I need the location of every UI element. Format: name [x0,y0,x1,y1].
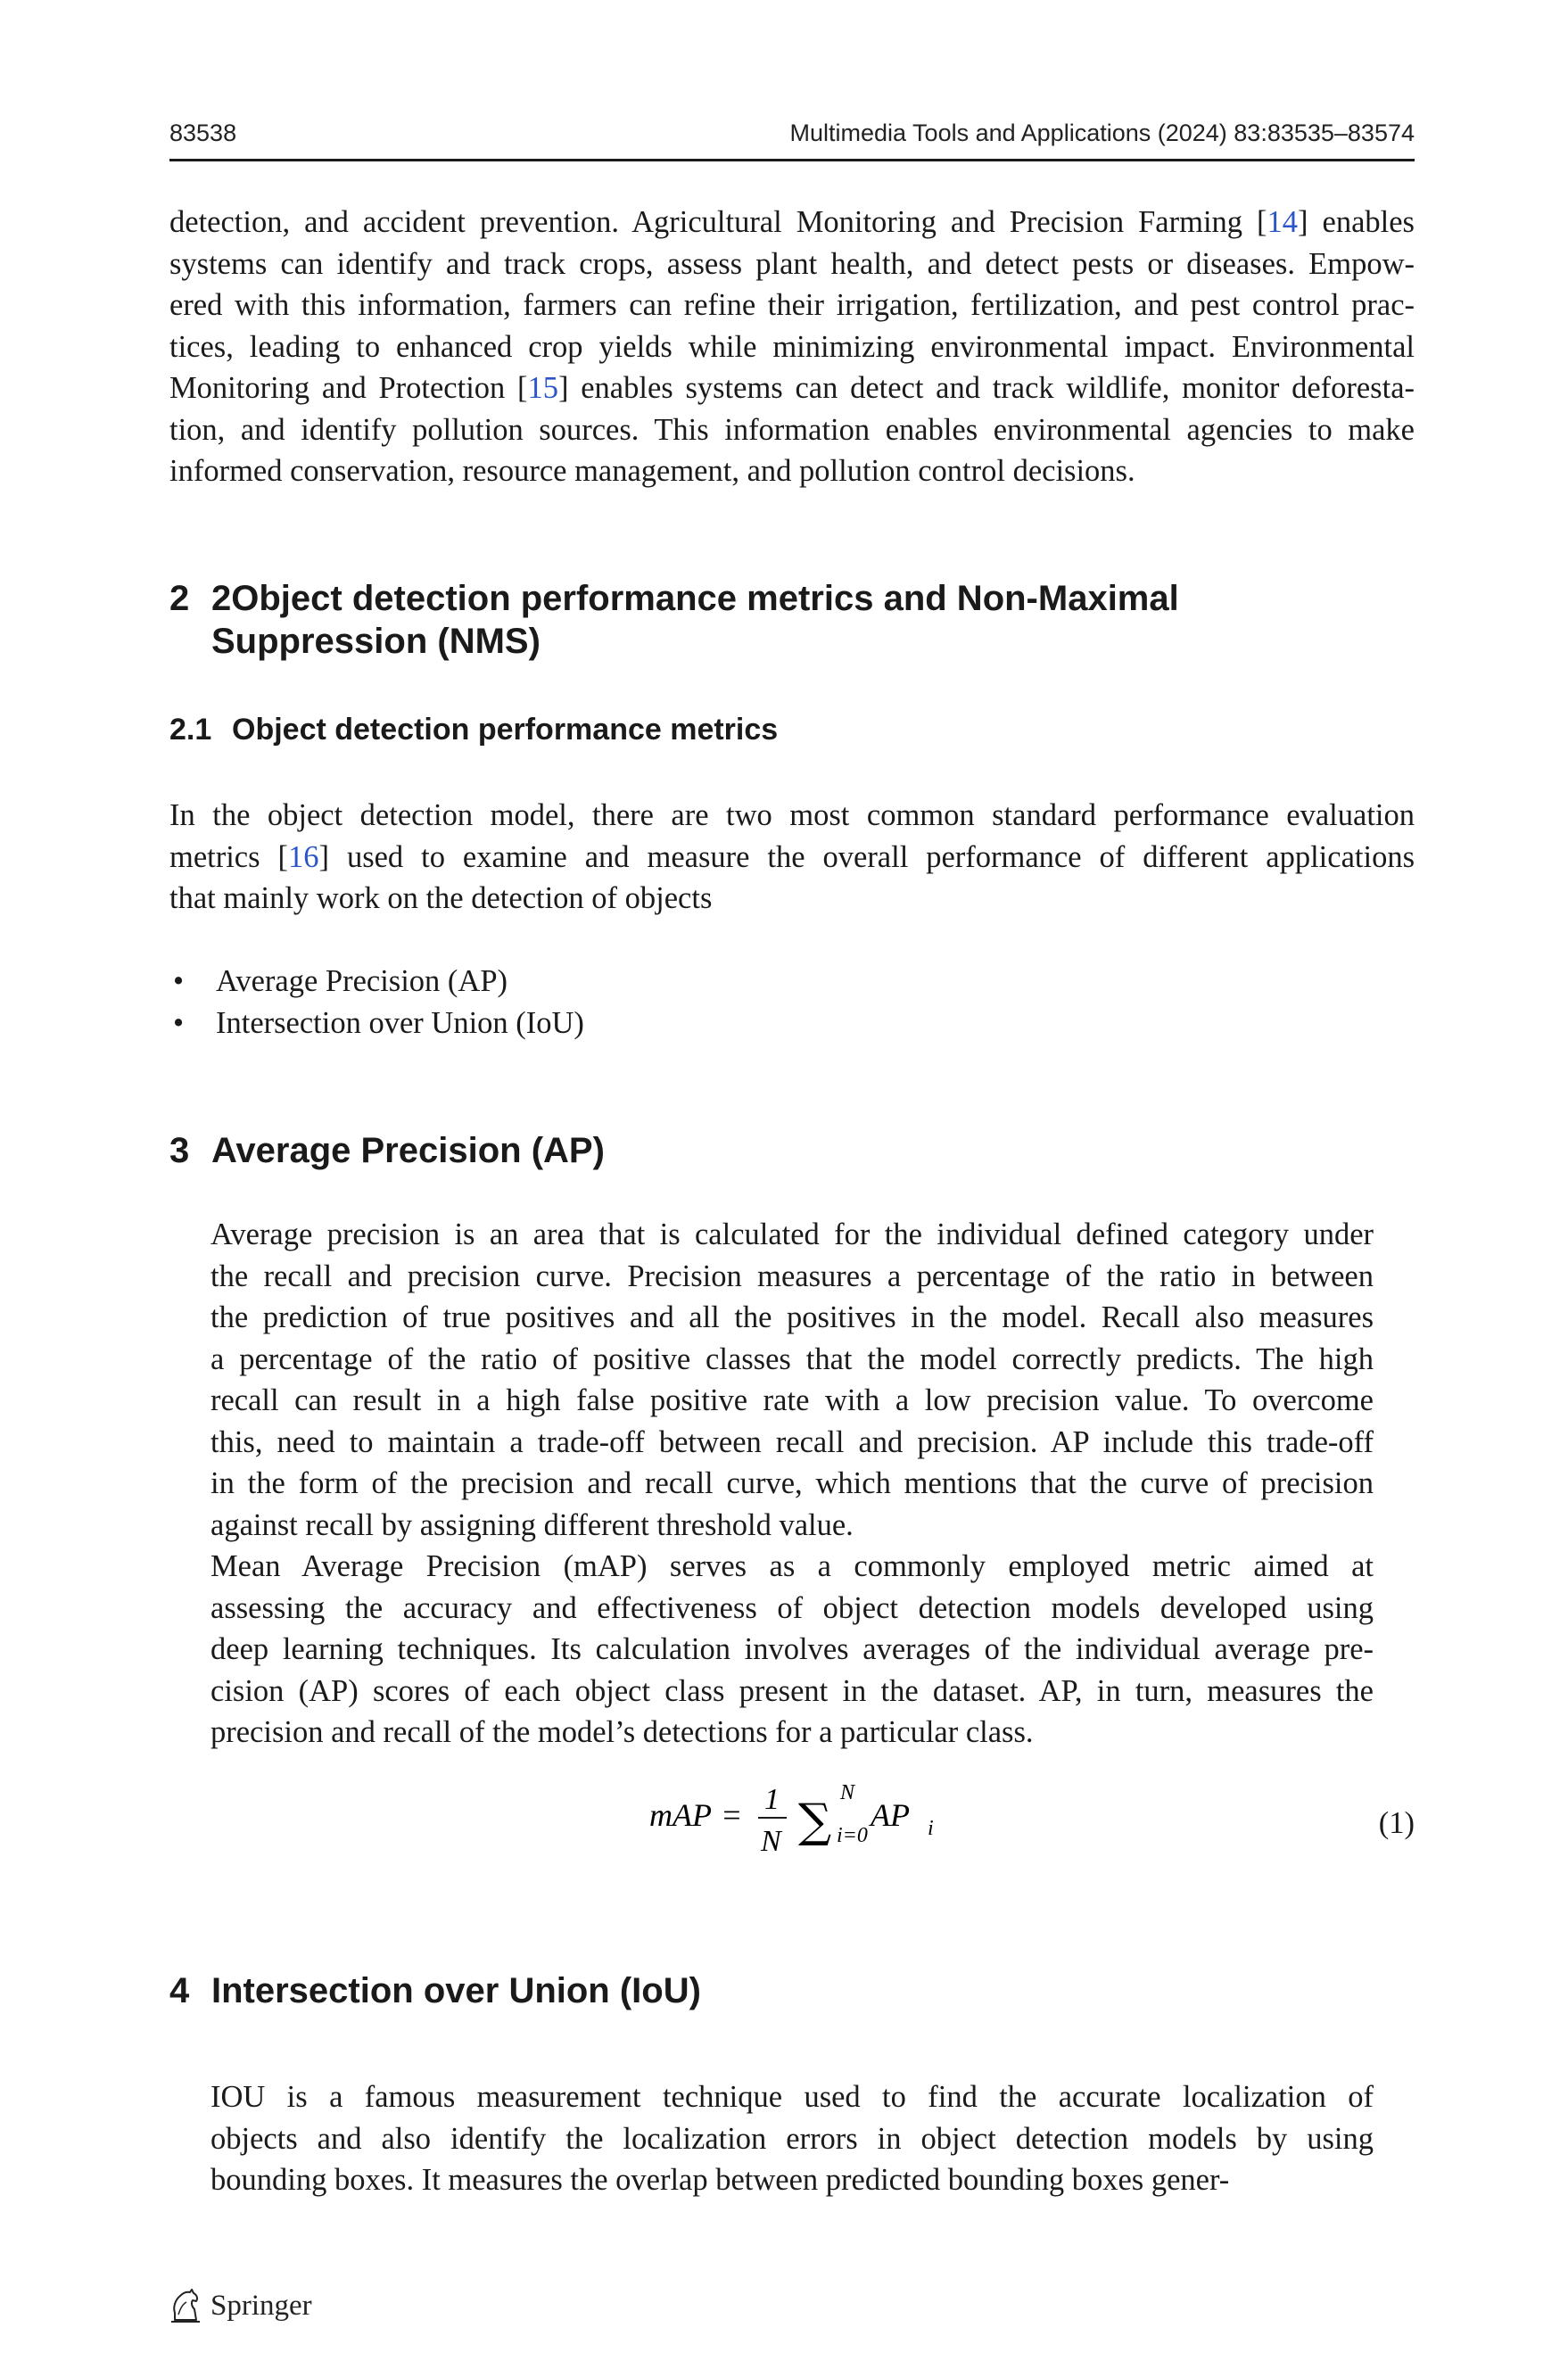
section-title: Average Precision (AP) [211,1131,605,1170]
eq-lower-limit: i=0 [837,1824,868,1847]
list-item [169,961,1415,1003]
ap-paragraph [210,1214,1374,1546]
text-line [169,202,1415,243]
text-line [210,1712,1374,1754]
text-line [169,837,1415,879]
text-line [210,2076,1374,2118]
section-4-heading [169,1968,1415,2013]
bullet-text: Intersection over Union (IoU) [216,1005,584,1040]
section-2-1-heading [169,710,1415,749]
section-3-heading [169,1128,1415,1173]
page-number: 83538 [169,120,237,146]
text-run: cision (AP) scores of each object class present in the dataset. AP, in turn, measures the [210,1673,1374,1708]
text-line [210,1256,1374,1298]
eq-denominator: N [761,1825,781,1858]
text-line [210,1214,1374,1256]
text-line [210,1671,1374,1713]
bullet-text: Average Precision (AP) [216,964,508,998]
text-line [210,2118,1374,2160]
citation-link[interactable]: 15 [527,371,559,405]
section-number: 4 [169,1971,190,2010]
text-run: a percentage of the ratio of positive classes that the model correctly predicts. The high [210,1341,1374,1376]
equation-svg [642,1779,963,1869]
text-run: ered with this information, farmers can refine their irrigation, fertilization, and pest control prac- [169,288,1415,322]
section-title-line-1: 2Object detection performance metrics and Non-Maximal [211,579,1179,618]
section-number: 2 [169,579,190,618]
text-line [210,1463,1374,1505]
bullet-marker: • [173,1005,185,1040]
text-run: metrics [ [169,839,288,874]
equation-map [642,1779,963,1869]
eq-numerator: 1 [764,1783,780,1816]
text-run: bounding boxes. It measures the overlap between predicted bounding boxes gener- [210,2163,1230,2197]
springer-horse-icon [169,2288,202,2323]
text-run: ] enables [1298,205,1415,239]
text-line [169,243,1415,285]
text-run: that mainly work on the detection of objects [169,881,713,915]
text-line [210,1546,1374,1588]
metrics-paragraph [169,795,1415,920]
text-line [210,1422,1374,1464]
eq-lhs: mAP [649,1797,712,1833]
section-number: 3 [169,1131,190,1170]
text-line [169,795,1415,837]
eq-term: AP [871,1797,910,1833]
text-line [169,326,1415,368]
text-line [210,1629,1374,1671]
text-line [210,1297,1374,1339]
eq-equals: = [721,1797,743,1833]
running-head [169,116,1415,162]
text-run: assessing the accuracy and effectiveness of object detection models developed using [210,1590,1374,1625]
citation-link[interactable]: 14 [1267,205,1299,239]
text-line [210,1505,1374,1547]
intro-paragraph [169,202,1415,492]
text-run: tion, and identify pollution sources. This information enables environmental agencies to make [169,412,1415,447]
text-run: the recall and precision curve. Precision measures a percentage of the ratio in between [210,1259,1374,1293]
text-run: precision and recall of the model’s detections for a particular class. [210,1715,1034,1749]
subsection-title: Object detection performance metrics [232,713,779,747]
eq-upper-limit: N [840,1781,855,1804]
text-run: Mean Average Precision (mAP) serves as a commonly employed metric aimed at [210,1549,1374,1583]
map-paragraph [210,1546,1374,1754]
text-run: ] used to examine and measure the overall performance of different applications [318,839,1415,874]
text-line [169,285,1415,326]
text-run: In the object detection model, there are two most common standard performance evaluation [169,798,1415,832]
text-line [169,409,1415,451]
list-item [169,1003,1415,1044]
text-run: the prediction of true positives and all the positives in the model. Recall also measures [210,1300,1374,1334]
subsection-number: 2.1 [169,713,212,747]
text-run: ] enables systems can detect and track wildlife, monitor deforesta- [558,371,1415,405]
text-run: against recall by assigning different threshold value. [210,1507,854,1542]
eq-subscript: i [928,1817,934,1840]
text-run: Average precision is an area that is calculated for the individual defined category under [210,1217,1374,1251]
text-run: this, need to maintain a trade-off between recall and precision. AP include this trade-off [210,1424,1374,1459]
section-title-line-2: Suppression (NMS) [211,622,541,661]
header-rule [169,159,1415,161]
text-run: informed conservation, resource management, and pollution control decisions. [169,454,1135,488]
text-run: IOU is a famous measurement technique used to find the accurate localization of [210,2080,1374,2114]
text-run: tices, leading to enhanced crop yields while minimizing environmental impact. Environmental [169,329,1415,364]
text-line [169,450,1415,492]
text-line [169,878,1415,920]
text-run: objects and also identify the localization errors in object detection models by using [210,2121,1374,2156]
text-run: systems can identify and track crops, assess plant health, and detect pests or diseases. Empow- [169,246,1415,281]
text-line [210,1339,1374,1381]
iou-paragraph [210,2076,1374,2201]
text-line [210,1588,1374,1630]
equation-number: (1) [1378,1806,1415,1840]
eq-sum-symbol: ∑ [798,1795,832,1848]
publisher-name: Springer [210,2290,312,2322]
bullet-marker: • [173,964,185,998]
citation-link[interactable]: 16 [288,839,319,874]
text-line [169,367,1415,409]
journal-citation: Multimedia Tools and Applications (2024) 83:83535–83574 [789,120,1415,146]
text-run: in the form of the precision and recall curve, which mentions that the curve of precision [210,1466,1374,1500]
text-line [210,2159,1374,2201]
text-run: detection, and accident prevention. Agricultural Monitoring and Precision Farming [ [169,205,1267,239]
metrics-bullet-list [169,961,1415,1044]
text-run: recall can result in a high false positive rate with a low precision value. To overcome [210,1383,1374,1417]
section-title: Intersection over Union (IoU) [211,1971,701,2010]
text-line [210,1380,1374,1422]
text-run: Monitoring and Protection [ [169,371,528,405]
text-run: deep learning techniques. Its calculation involves averages of the individual average pre- [210,1632,1374,1666]
section-2-heading [169,576,1415,665]
